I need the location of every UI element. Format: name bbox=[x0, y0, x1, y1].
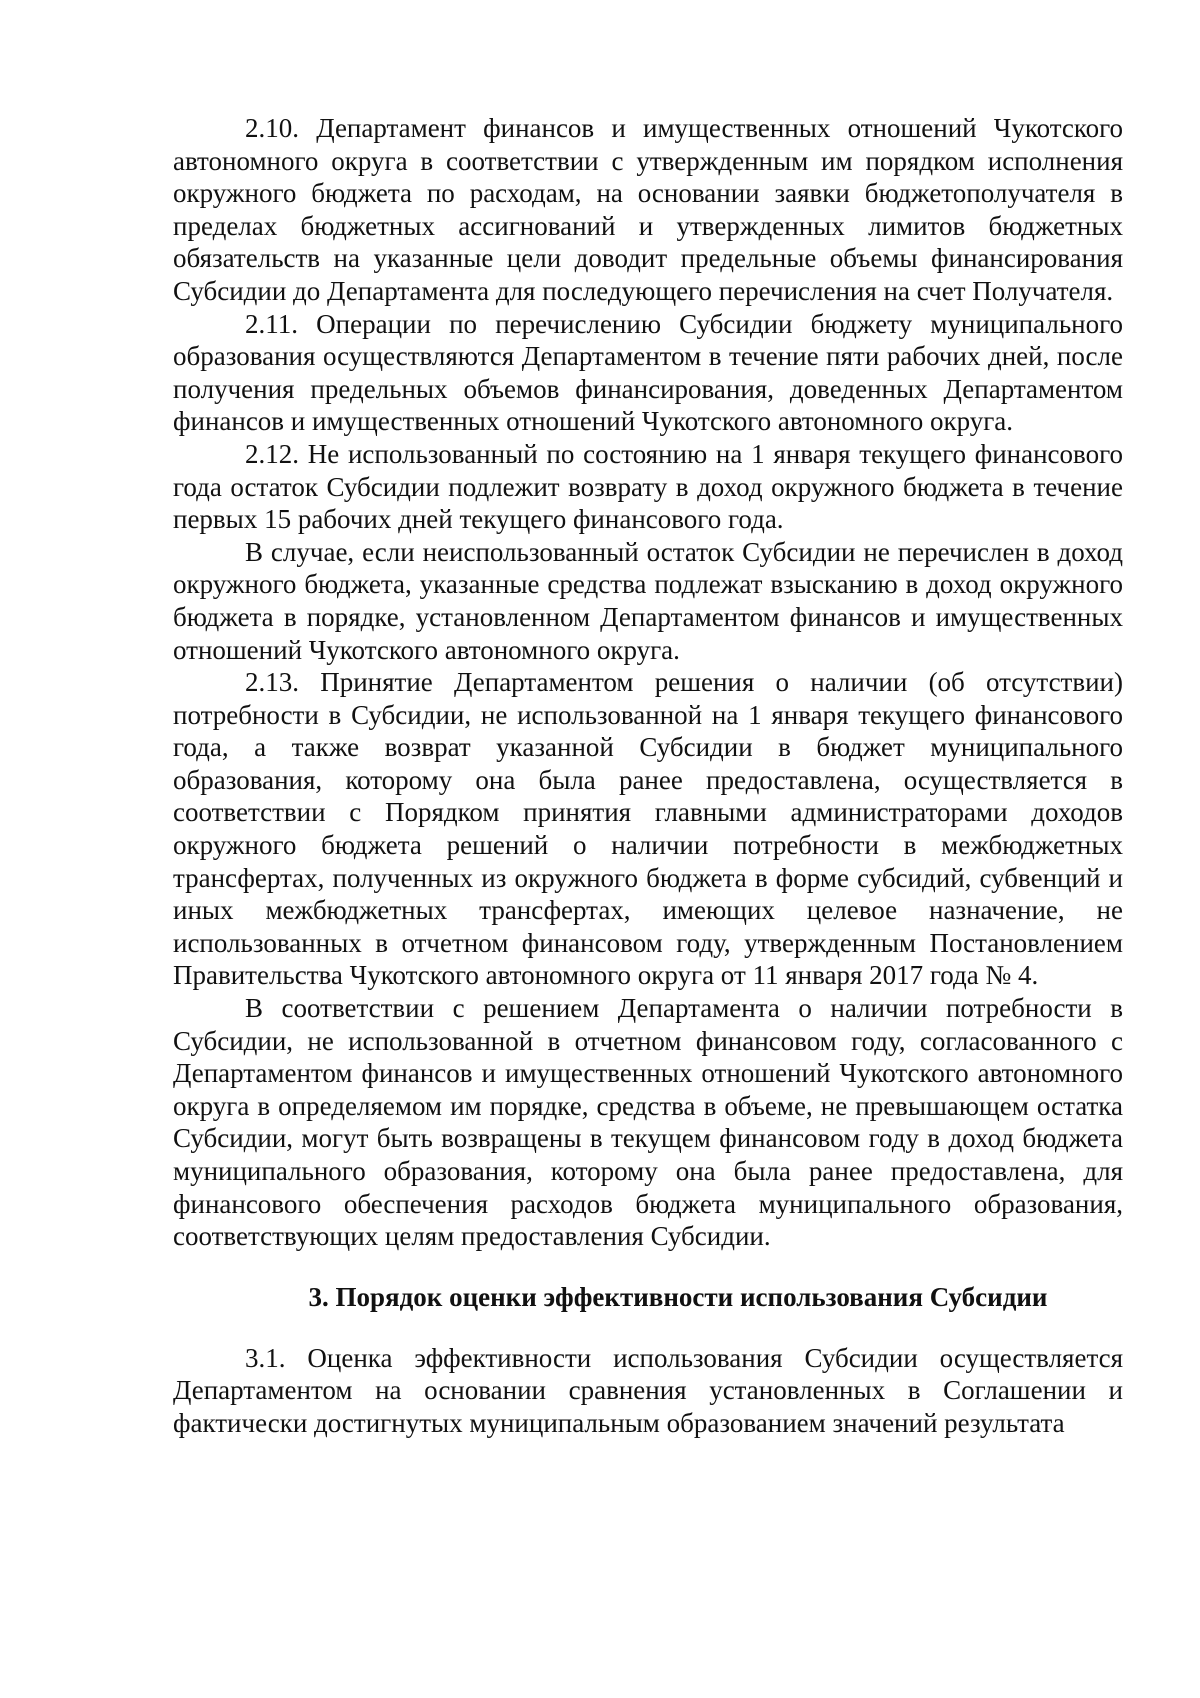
paragraph-2-13: 2.13. Принятие Департаментом решения о наличии (об отсутствии) потребности в Субсидии, не использованной на 1 января текущего финансового года, а также возврат указанной Субсидии в бюджет муниципального образования, которому она была ранее предоставлена, осуществляется в соответствии с Порядком принятия главными администраторами доходов окружного бюджета решений о наличии потребности в межбюджетных трансфертах, полученных из окружного бюджета в форме субсидий, субвенций и иных межбюджетных трансфертах, имеющих целевое назначение, не использованных в отчетном финансовом году, утвержденным Постановлением Правительства Чукотского автономного округа от 11 января 2017 года № 4. bbox=[173, 667, 1123, 991]
document-body bbox=[173, 112, 1123, 1440]
paragraph-2-10: 2.10. Департамент финансов и имущественных отношений Чукотского автономного округа в соответствии с утвержденным им порядком исполнения окружного бюджета по расходам, на основании заявки бюджетополучателя в пределах бюджетных ассигнований и утвержденных лимитов бюджетных обязательств на указанные цели доводит предельные объемы финансирования Субсидии до Департамента для последующего перечисления на счет Получателя. bbox=[173, 113, 1123, 306]
paragraph-3-1: 3.1. Оценка эффективности использования Субсидии осуществляется Департаментом на основании сравнения установленных в Соглашении и фактически достигнутых муниципальным образованием значений результата bbox=[173, 1342, 1123, 1438]
paragraph-2-11: 2.11. Операции по перечислению Субсидии бюджету муниципального образования осуществляются Департаментом в течение пяти рабочих дней, после получения предельных объемов финансирования, доведенных Департаментом финансов и имущественных отношений Чукотского автономного округа. bbox=[173, 308, 1123, 437]
paragraph-2-12-case: В случае, если неиспользованный остаток Субсидии не перечислен в доход окружного бюджета, указанные средства подлежат взысканию в доход окружного бюджета в порядке, установленном Департаментом финансов и имущественных отношений Чукотского автономного округа. bbox=[173, 536, 1123, 665]
section-heading: 3. Порядок оценки эффективности использования Субсидии bbox=[308, 1281, 1048, 1312]
paragraph-2-13-decision: В соответствии с решением Департамента о наличии потребности в Субсидии, не использованной в отчетном финансовом году, согласованного с Департаментом финансов и имущественных отношений Чукотского автономного округа в определяемом им порядке, средства в объеме, не превышающем остатка Субсидии, могут быть возвращены в текущем финансовом году в доход бюджета муниципального образования, которому она была ранее предоставлена, для финансового обеспечения расходов бюджета муниципального образования, соответствующих целям предоставления Субсидии. bbox=[173, 993, 1123, 1252]
paragraph-2-12: 2.12. Не использованный по состоянию на 1 января текущего финансового года остаток Субсидии подлежит возврату в доход окружного бюджета в течение первых 15 рабочих дней текущего финансового года. bbox=[173, 438, 1123, 535]
